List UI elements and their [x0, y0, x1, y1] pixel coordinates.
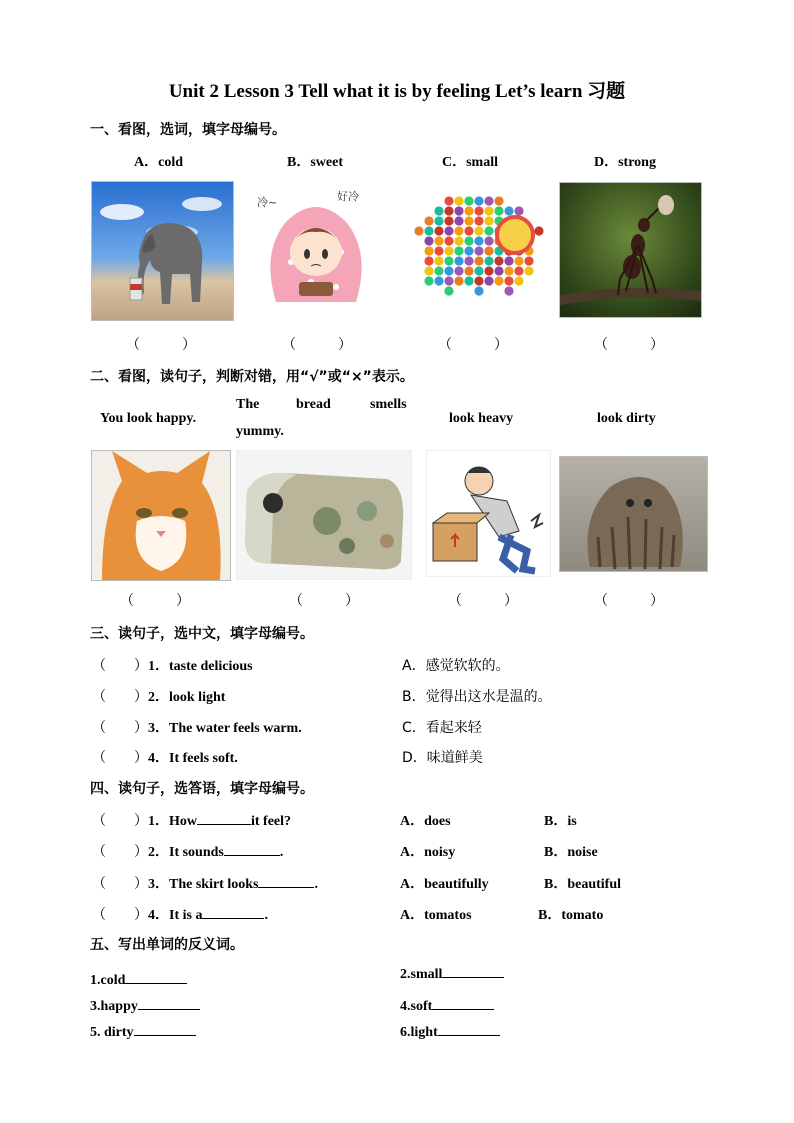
- candy-dot: [424, 236, 433, 245]
- candy-dot: [464, 276, 473, 285]
- candy-dot: [454, 206, 463, 215]
- candy-dot: [444, 286, 453, 295]
- item-number: 2．: [148, 845, 169, 860]
- answer-paren-1-3[interactable]: （ ）: [438, 337, 508, 353]
- item-text: It feels soft.: [169, 751, 238, 766]
- answer-paren-2-3[interactable]: （ ）: [448, 593, 518, 609]
- fill-blank[interactable]: [432, 997, 494, 1010]
- candy-dot: [454, 246, 463, 255]
- choice-a: A．beautifully: [400, 877, 489, 892]
- section3-heading: 三、读句子，选中文，填字母编号。: [90, 626, 314, 642]
- ant-image: [559, 182, 702, 318]
- answer-paren-2-2[interactable]: （ ）: [289, 593, 359, 609]
- item-pre: The skirt looks: [169, 877, 259, 892]
- candy-dot: [494, 256, 503, 265]
- candy-dot: [424, 256, 433, 265]
- item-number: 4．: [148, 908, 169, 923]
- elephant-image: [91, 181, 234, 321]
- section4-item: [92, 873, 318, 893]
- candy-dot: [494, 266, 503, 275]
- candy-dot: [474, 196, 483, 205]
- candy-dot: [504, 256, 513, 265]
- answer-paren-1-1[interactable]: （ ）: [126, 337, 196, 353]
- item-number: 4．: [148, 751, 169, 766]
- candy-dot: [444, 246, 453, 255]
- answer-paren-2-4[interactable]: （ ）: [594, 593, 664, 609]
- option-b: B．sweet: [287, 155, 343, 170]
- candy-dot: [464, 206, 473, 215]
- candy-dot: [444, 206, 453, 215]
- candy-dot: [444, 266, 453, 275]
- candy-dot: [474, 216, 483, 225]
- section3-choice: B．觉得出这水是温的。: [402, 689, 552, 705]
- candy-dot: [484, 256, 493, 265]
- candy-dot: [414, 226, 423, 235]
- candy-dot: [444, 226, 453, 235]
- section3-item: [92, 717, 302, 737]
- antonym-word: 3.happy: [90, 999, 138, 1014]
- candy-dot: [454, 226, 463, 235]
- answer-paren[interactable]: （ ）: [92, 720, 148, 736]
- candy-dot: [504, 266, 513, 275]
- section5-heading: 五、写出单词的反义词。: [90, 937, 244, 953]
- candy-dot: [474, 256, 483, 265]
- candy-dot: [474, 246, 483, 255]
- sentence-1: You look happy.: [100, 411, 197, 426]
- cold-text-right: 好冷: [337, 190, 359, 203]
- item-number: 1．: [148, 659, 169, 674]
- answer-paren[interactable]: （ ）: [92, 658, 148, 674]
- item-text: taste delicious: [169, 659, 253, 674]
- candy-dot: [454, 216, 463, 225]
- candy-dot: [514, 206, 523, 215]
- candy-dot: [504, 206, 513, 215]
- candy-dot: [454, 266, 463, 275]
- item-pre: It sounds: [169, 845, 224, 860]
- cold-girl-image: [250, 181, 382, 321]
- section4-item: [92, 904, 268, 924]
- section4-item: [92, 810, 291, 830]
- candy-dot: [504, 276, 513, 285]
- candy-dot: [464, 246, 473, 255]
- fill-blank[interactable]: [197, 812, 251, 825]
- option-a: A．cold: [134, 155, 183, 170]
- sentence-2-word-3: smells: [370, 397, 407, 412]
- antonym-word: 4.soft: [400, 999, 433, 1014]
- candy-dot: [504, 286, 513, 295]
- candy-dot: [444, 236, 453, 245]
- sentence-2-word-2: bread: [296, 397, 331, 412]
- choice-a: A．does: [400, 814, 451, 829]
- dirty-dog-image: [559, 456, 708, 572]
- candy-dot: [454, 276, 463, 285]
- antonym-item: [90, 1023, 196, 1041]
- section3-choice: A．感觉软软的。: [402, 658, 510, 674]
- candy-dot: [444, 216, 453, 225]
- answer-paren[interactable]: （ ）: [92, 689, 148, 705]
- answer-paren[interactable]: （ ）: [92, 907, 148, 923]
- sentence-3: look heavy: [449, 411, 514, 426]
- candy-dot: [464, 266, 473, 275]
- option-c: C．small: [442, 155, 498, 170]
- candy-dot: [444, 196, 453, 205]
- candy-dot: [444, 276, 453, 285]
- moldy-bread-image: [236, 450, 412, 580]
- candy-dot: [494, 196, 503, 205]
- candy-dot: [494, 276, 503, 285]
- candy-dot: [474, 286, 483, 295]
- section2-heading: 二、看图，读句子，判断对错，用“√”或“×”表示。: [90, 369, 414, 385]
- section3-item: [92, 686, 225, 706]
- candy-dot: [484, 216, 493, 225]
- item-post: .: [279, 845, 284, 860]
- fill-blank[interactable]: [138, 997, 200, 1010]
- candy-dot: [424, 246, 433, 255]
- antonym-word: 6.light: [400, 1025, 438, 1040]
- candy-dot: [464, 196, 473, 205]
- antonym-item: [400, 997, 494, 1015]
- candy-dot: [464, 216, 473, 225]
- candy-dot: [434, 226, 443, 235]
- fill-blank[interactable]: [125, 971, 187, 984]
- candy-dot: [434, 206, 443, 215]
- sentence-4: look dirty: [597, 411, 656, 426]
- item-number: 3．: [148, 877, 169, 892]
- antonym-item: [90, 997, 200, 1015]
- candy-dot: [484, 206, 493, 215]
- item-text: look light: [169, 690, 226, 705]
- lollipop: [497, 217, 533, 253]
- fill-blank[interactable]: [442, 965, 504, 978]
- candy-dot: [424, 276, 433, 285]
- item-number: 2．: [148, 690, 169, 705]
- answer-paren[interactable]: （ ）: [92, 750, 148, 766]
- candy-dot: [424, 226, 433, 235]
- candy-dot: [434, 236, 443, 245]
- fill-blank[interactable]: [258, 875, 314, 888]
- candy-dot: [474, 206, 483, 215]
- fill-blank[interactable]: [134, 1023, 196, 1036]
- candy-dot: [484, 246, 493, 255]
- candy-dot: [464, 256, 473, 265]
- candy-dot: [474, 276, 483, 285]
- fill-blank[interactable]: [224, 843, 280, 856]
- section3-item: [92, 747, 238, 767]
- candy-dot: [484, 276, 493, 285]
- section4-item: [92, 841, 283, 861]
- candy-dot: [524, 256, 533, 265]
- answer-paren-1-4[interactable]: （ ）: [594, 337, 664, 353]
- candy-dot: [464, 226, 473, 235]
- candy-dot: [454, 256, 463, 265]
- item-post: .: [314, 877, 318, 892]
- item-post: it feel?: [251, 814, 292, 829]
- candy-dot: [424, 216, 433, 225]
- choice-b: B．tomato: [538, 908, 604, 923]
- choice-b: B．beautiful: [544, 877, 622, 892]
- answer-paren[interactable]: （ ）: [92, 844, 148, 860]
- sad-cat-image: [91, 450, 231, 581]
- item-number: 1．: [148, 814, 169, 829]
- candy-dot: [474, 236, 483, 245]
- candy-dot: [434, 266, 443, 275]
- section3-choice: D．味道鲜美: [402, 750, 483, 766]
- candy-dot: [514, 276, 523, 285]
- section4-heading: 四、读句子，选答语，填字母编号。: [90, 781, 314, 797]
- page-title: Unit 2 Lesson 3 Tell what it is by feeling Let’s learn 习题: [168, 81, 626, 102]
- candy-dot: [454, 236, 463, 245]
- item-post: .: [264, 908, 268, 923]
- fill-blank[interactable]: [438, 1023, 500, 1036]
- candy-dot: [484, 236, 493, 245]
- fill-blank[interactable]: [202, 906, 264, 919]
- candy-dot: [434, 246, 443, 255]
- section1-heading: 一、看图，选词，填字母编号。: [90, 122, 286, 138]
- candy-dot: [464, 236, 473, 245]
- item-pre: It is a: [169, 908, 203, 923]
- choice-a: A．noisy: [400, 845, 456, 860]
- antonym-item: [400, 1023, 500, 1041]
- antonym-word: 1.cold: [90, 973, 126, 988]
- answer-paren-2-1[interactable]: （ ）: [120, 593, 190, 609]
- candy-dot: [514, 256, 523, 265]
- candy-dot: [484, 196, 493, 205]
- candy-dot: [474, 226, 483, 235]
- candy-dot: [454, 196, 463, 205]
- sentence-2-word-1: The: [236, 397, 260, 412]
- candy-heart-image: [404, 194, 548, 320]
- antonym-item: [90, 971, 187, 989]
- item-text: The water feels warm.: [169, 721, 302, 736]
- man-lifting-box-image: [426, 450, 551, 577]
- section3-item: [92, 655, 253, 675]
- antonym-item: [400, 965, 504, 983]
- candy-dot: [514, 266, 523, 275]
- candy-dot: [524, 266, 533, 275]
- candy-dot: [434, 276, 443, 285]
- choice-a: A．tomatos: [400, 908, 472, 923]
- candy-dot: [534, 226, 543, 235]
- antonym-word: 2.small: [400, 967, 443, 982]
- candy-dot: [484, 226, 493, 235]
- candy-dot: [424, 266, 433, 275]
- candy-dot: [494, 206, 503, 215]
- candy-dot: [434, 216, 443, 225]
- candy-dot: [434, 256, 443, 265]
- cold-text-left: 冷~: [257, 196, 278, 209]
- choice-b: B．noise: [544, 845, 598, 860]
- section3-choice: C．看起来轻: [402, 720, 482, 736]
- sentence-2-word-4: yummy.: [236, 424, 284, 439]
- answer-paren-1-2[interactable]: （ ）: [282, 337, 352, 353]
- option-d: D．strong: [594, 155, 656, 170]
- candy-dot: [474, 266, 483, 275]
- item-number: 3．: [148, 721, 169, 736]
- candy-dot: [484, 266, 493, 275]
- antonym-word: 5. dirty: [90, 1025, 134, 1040]
- choice-b: B．is: [544, 814, 577, 829]
- answer-paren[interactable]: （ ）: [92, 813, 148, 829]
- candy-dot: [444, 256, 453, 265]
- answer-paren[interactable]: （ ）: [92, 876, 148, 892]
- item-pre: How: [169, 814, 197, 829]
